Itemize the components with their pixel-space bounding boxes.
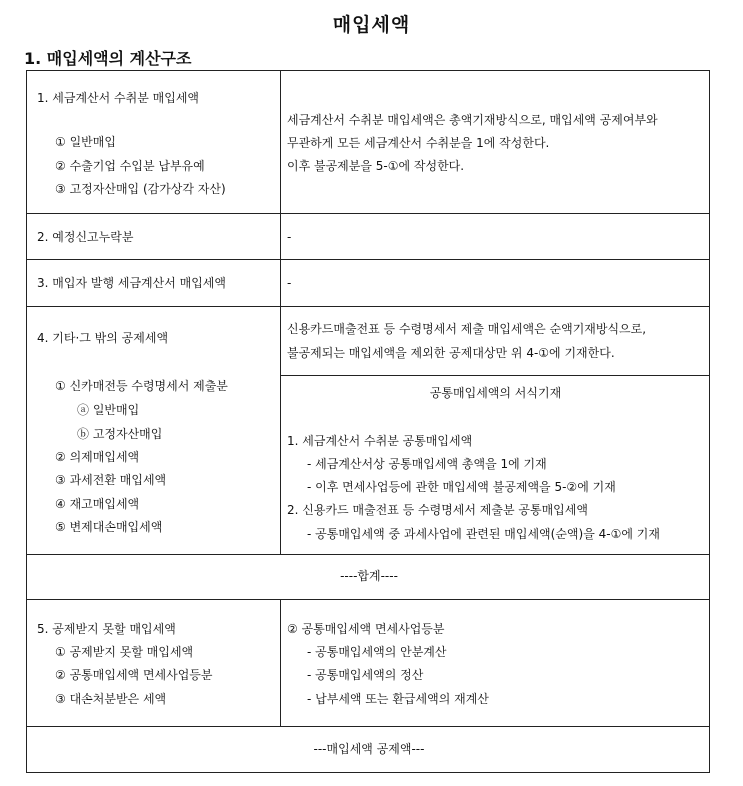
row5-desc-title: ② 공통매입세액 면세사업등분 — [287, 622, 445, 636]
cell-divider — [280, 375, 710, 376]
row-divider — [27, 213, 709, 214]
row2-label: 2. 예정신고누락분 — [37, 230, 134, 244]
row1-item: ① 일반매입 — [55, 135, 116, 149]
row4-desc: 신용카드매출전표 등 수령명세서 제출 매입세액은 순액기재방식으로, — [287, 322, 647, 336]
row5-item: ① 공제받지 못할 매입세액 — [55, 645, 194, 659]
row-divider — [27, 259, 709, 260]
row4-subitem: ⓐ 일반매입 — [77, 403, 140, 417]
row4-item: ④ 재고매입세액 — [55, 497, 140, 511]
row3-desc: - — [287, 276, 292, 290]
column-divider — [280, 599, 281, 726]
row1-desc: 이후 불공제분을 5-①에 작성한다. — [287, 159, 465, 173]
row4-item: ② 의제매입세액 — [55, 450, 140, 464]
row4-label: 4. 기타·그 밖의 공제세액 — [37, 331, 169, 345]
row4-item: ⑤ 변제대손매입세액 — [55, 520, 163, 534]
final-row: ---매입세액 공제액--- — [313, 742, 425, 756]
row5-desc-item: - 납부세액 또는 환급세액의 재계산 — [307, 692, 489, 706]
row-divider — [27, 554, 709, 555]
row5-item: ③ 대손처분받은 세액 — [55, 692, 167, 706]
row-divider — [27, 599, 709, 600]
row-divider — [27, 306, 709, 307]
total-row: ----합계---- — [340, 569, 398, 583]
row2-desc: - — [287, 230, 292, 244]
row1-desc: 세금계산서 수취분 매입세액은 총액기재방식으로, 매입세액 공제여부와 — [287, 113, 658, 127]
row5-desc-item: - 공통매입세액의 정산 — [307, 668, 424, 682]
common-tax-item: - 세금계산서상 공통매입세액 총액을 1에 기재 — [307, 457, 547, 471]
common-tax-item: - 공통매입세액 중 과세사업에 관련된 매입세액(순액)을 4-①에 기재 — [307, 527, 660, 541]
row1-desc: 무관하게 모든 세금계산서 수취분을 1에 작성한다. — [287, 136, 550, 150]
common-tax-item: 2. 신용카드 매출전표 등 수령명세서 제출분 공통매입세액 — [287, 503, 588, 517]
row4-item: ③ 과세전환 매입세액 — [55, 473, 167, 487]
row1-item: ③ 고정자산매입 (감가상각 자산) — [55, 182, 226, 196]
row5-desc-item: - 공통매입세액의 안분계산 — [307, 645, 447, 659]
page-title: 매입세액 — [332, 14, 411, 36]
row4-desc: 불공제되는 매입세액을 제외한 공제대상만 위 4-①에 기재한다. — [287, 346, 615, 360]
common-tax-subtitle: 공통매입세액의 서식기재 — [429, 386, 562, 400]
row1-label: 1. 세금계산서 수취분 매입세액 — [37, 91, 199, 105]
row5-item: ② 공통매입세액 면세사업등분 — [55, 668, 213, 682]
row1-item: ② 수출기업 수입분 납부유예 — [55, 159, 205, 173]
row4-item: ① 신카매전등 수령명세서 제출분 — [55, 379, 228, 393]
section-heading: 1. 매입세액의 계산구조 — [24, 49, 192, 68]
column-divider — [280, 71, 281, 554]
common-tax-item: 1. 세금계산서 수취분 공통매입세액 — [287, 434, 473, 448]
row3-label: 3. 매입자 발행 세금계산서 매입세액 — [37, 276, 226, 290]
row-divider — [27, 726, 709, 727]
row5-label: 5. 공제받지 못할 매입세액 — [37, 622, 176, 636]
calculation-structure-table — [26, 70, 710, 773]
row4-subitem: ⓑ 고정자산매입 — [77, 427, 163, 441]
common-tax-item: - 이후 면세사업등에 관한 매입세액 불공제액을 5-②에 기재 — [307, 480, 616, 494]
